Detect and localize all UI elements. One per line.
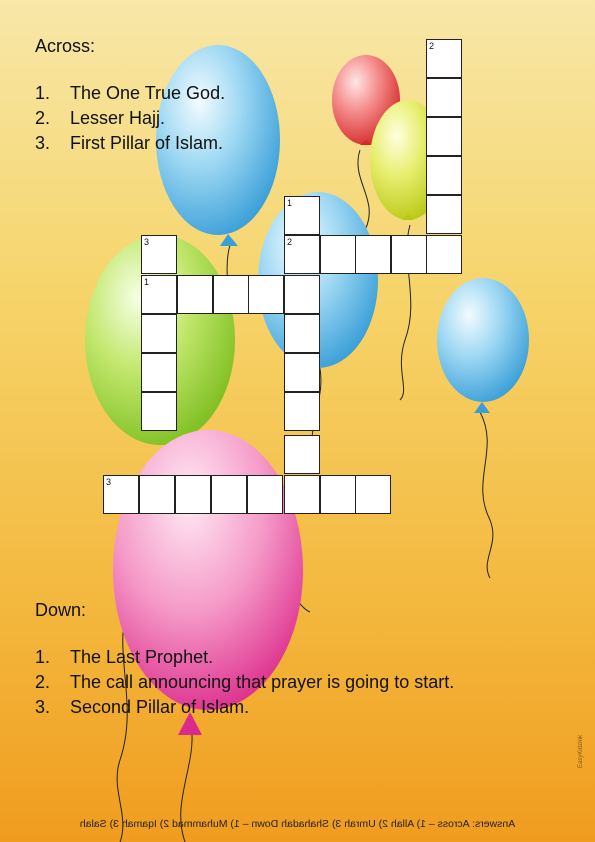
grid-cell[interactable]	[139, 475, 175, 514]
down-clues	[35, 600, 454, 720]
grid-cell[interactable]	[284, 235, 320, 274]
grid-cell[interactable]	[213, 275, 249, 314]
clue-number: 1.	[35, 83, 51, 103]
mirrored-answers: Answers: Across – 1) Allah 2) Umrah 3) Shahadah Down – 1) Muhammad 2) Iqamah 3) Salah	[79, 818, 516, 830]
clue-number: 2.	[35, 672, 51, 692]
cell-number: 2	[429, 41, 435, 51]
grid-cell[interactable]	[355, 475, 391, 514]
cell-number: 3	[144, 237, 150, 247]
clue-text: Second Pillar of Islam.	[70, 697, 250, 717]
grid-cell[interactable]	[320, 475, 356, 514]
grid-cell[interactable]	[426, 117, 462, 156]
down-clue-3	[35, 695, 454, 720]
grid-cell[interactable]	[355, 235, 391, 274]
grid-cell[interactable]	[320, 235, 356, 274]
grid-cell[interactable]	[284, 314, 320, 353]
grid-cell[interactable]	[391, 235, 427, 274]
grid-cell[interactable]	[426, 78, 462, 117]
grid-cell[interactable]	[177, 275, 213, 314]
grid-cell[interactable]	[141, 275, 177, 314]
grid-cell[interactable]	[284, 275, 320, 314]
grid-cell[interactable]	[426, 39, 462, 78]
grid-cell[interactable]	[284, 353, 320, 392]
down-heading: Down:	[35, 600, 87, 620]
grid-cell[interactable]	[141, 353, 177, 392]
clue-number: 1.	[35, 647, 51, 667]
clue-text: The One True God.	[70, 83, 226, 103]
clue-text: The call announcing that prayer is going to start.	[70, 672, 455, 692]
clue-number: 3.	[35, 133, 51, 153]
across-heading: Across:	[35, 36, 96, 56]
grid-cell[interactable]	[284, 196, 320, 235]
grid-cell[interactable]	[426, 156, 462, 195]
clue-text: First Pillar of Islam.	[70, 133, 224, 153]
grid-cell[interactable]	[211, 475, 247, 514]
grid-cell[interactable]	[284, 475, 320, 514]
grid-cell[interactable]	[426, 195, 462, 234]
grid-cell[interactable]	[284, 435, 320, 474]
clue-number: 3.	[35, 697, 51, 717]
cell-number: 1	[144, 277, 150, 287]
down-clue-1	[35, 645, 454, 670]
down-clue-2	[35, 670, 454, 695]
grid-cell[interactable]	[103, 475, 139, 514]
grid-cell[interactable]	[175, 475, 211, 514]
clue-text: Lesser Hajj.	[70, 108, 166, 128]
cell-number: 3	[106, 477, 112, 487]
grid-cell[interactable]	[141, 314, 177, 353]
watermark: EasyKidzInk	[578, 734, 584, 768]
cell-number: 2	[287, 237, 293, 247]
grid-cell[interactable]	[247, 475, 283, 514]
grid-cell[interactable]	[284, 392, 320, 431]
grid-cell[interactable]	[426, 235, 462, 274]
grid-cell[interactable]	[141, 392, 177, 431]
clue-number: 2.	[35, 108, 51, 128]
grid-cell[interactable]	[141, 235, 177, 274]
clue-text: The Last Prophet.	[70, 647, 214, 667]
grid-cell[interactable]	[248, 275, 284, 314]
cell-number: 1	[287, 198, 293, 208]
